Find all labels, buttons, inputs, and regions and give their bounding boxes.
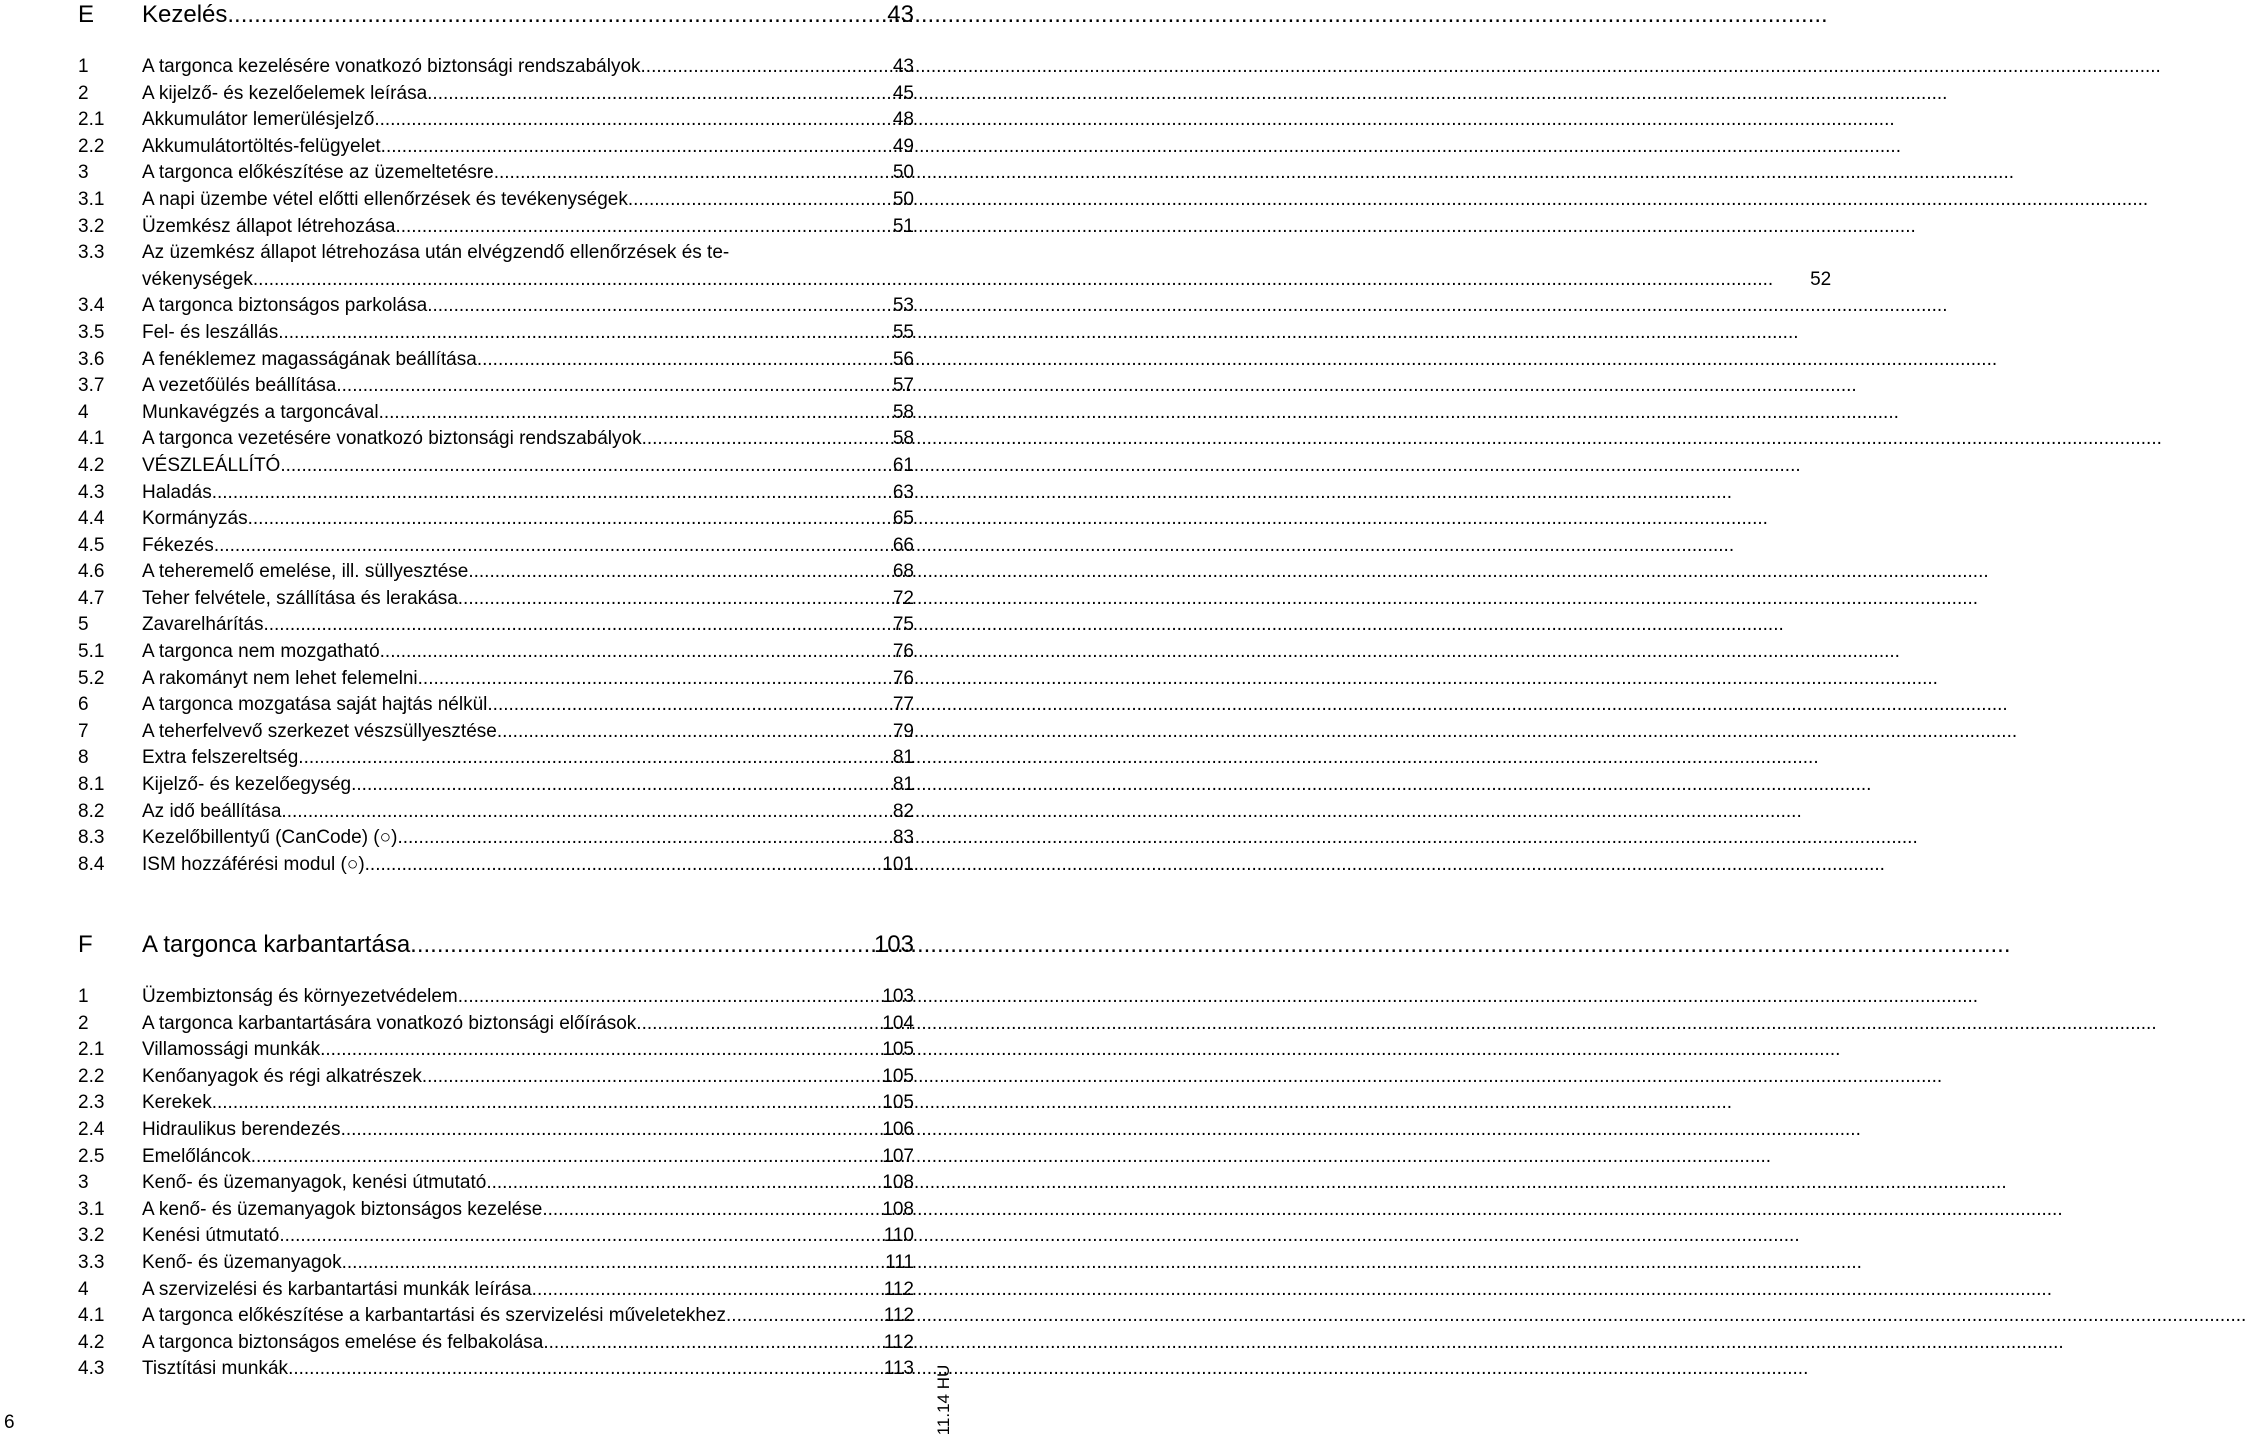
entry-page-number: 66 xyxy=(892,534,914,556)
dot-leader xyxy=(427,293,856,320)
entry-number: 5.2 xyxy=(78,667,105,689)
dot-leader xyxy=(281,799,856,826)
entry-page-number: 56 xyxy=(892,348,914,370)
entry-number: 4.4 xyxy=(78,508,105,530)
entry-page-number: 82 xyxy=(892,800,914,822)
entry-title: A napi üzembe vétel előtti ellenőrzések és tevékenységek xyxy=(142,188,628,210)
toc-entry xyxy=(78,639,914,666)
entry-page-number: 105 xyxy=(882,1039,914,1061)
entry-number: 3.6 xyxy=(78,348,105,370)
entry-page-number: 105 xyxy=(882,1092,914,1114)
entry-number: 8.4 xyxy=(78,853,105,875)
toc-entry xyxy=(78,320,914,347)
toc-entry xyxy=(78,586,914,613)
entry-title: Üzemkész állapot létrehozása xyxy=(142,215,396,237)
entry-page-number: 103 xyxy=(882,986,914,1007)
entry-title: A kijelző- és kezelőelemek leírása xyxy=(142,82,428,104)
toc-entry xyxy=(78,107,914,134)
entry-number: 4.2 xyxy=(78,454,105,476)
entry-title: Kerekek xyxy=(142,1092,212,1114)
entry-page-number: 50 xyxy=(892,188,914,210)
dot-leader xyxy=(280,453,856,480)
dot-leader xyxy=(342,1250,856,1277)
toc-entry xyxy=(78,692,914,719)
entry-number: 2.4 xyxy=(78,1118,105,1140)
section-title: Kezelés xyxy=(142,1,228,28)
entry-page-number: 81 xyxy=(892,774,914,796)
section-heading xyxy=(78,0,914,30)
entry-number: 4.2 xyxy=(78,1331,105,1353)
entry-title: A targonca biztonságos emelése és felbakolása xyxy=(142,1331,544,1353)
entry-title: A targonca biztonságos parkolása xyxy=(142,295,428,317)
entry-page-number: 112 xyxy=(883,1278,914,1300)
entry-title: Akkumulátor lemerülésjelző xyxy=(142,109,375,131)
entry-page-number: 75 xyxy=(892,614,914,636)
entry-number: 3.2 xyxy=(78,215,105,237)
dot-leader xyxy=(543,1330,856,1357)
entry-page-number: 61 xyxy=(892,454,914,476)
dot-leader xyxy=(251,1144,856,1171)
entry-page-number: 55 xyxy=(892,321,914,343)
dot-leader xyxy=(486,1170,856,1197)
entry-title: A vezetőülés beállítása xyxy=(142,375,337,397)
dot-leader xyxy=(532,1277,856,1304)
entry-page-number: 112 xyxy=(883,1331,914,1353)
entry-title: Kenőanyagok és régi alkatrészek xyxy=(142,1065,422,1087)
toc-entry xyxy=(78,373,914,400)
toc-section-f xyxy=(78,930,914,1383)
dot-leader xyxy=(397,825,856,852)
dot-leader xyxy=(214,533,856,560)
entry-number: 8.1 xyxy=(78,774,105,796)
toc-entry xyxy=(78,825,914,852)
entry-number: 3 xyxy=(78,162,89,184)
toc-entry xyxy=(78,134,914,161)
dot-leader xyxy=(374,107,856,134)
toc-entry xyxy=(78,1064,914,1091)
dot-leader xyxy=(380,639,856,666)
entry-number: 2 xyxy=(78,1012,89,1034)
dot-leader xyxy=(422,1064,856,1091)
entry-number: 2 xyxy=(78,82,89,104)
toc-entry xyxy=(78,426,914,453)
toc-entry xyxy=(78,1197,914,1224)
entry-title: A targonca karbantartására vonatkozó biztonsági előírások xyxy=(142,1012,637,1034)
toc-entry-list xyxy=(78,984,914,1383)
document-code-text: 11.14 HU xyxy=(934,1364,953,1436)
entry-number: 3.3 xyxy=(78,242,105,264)
entry-title: Emelőláncok xyxy=(142,1145,251,1167)
entry-number: 2.5 xyxy=(78,1145,105,1167)
entry-number: 5 xyxy=(78,614,89,636)
toc-entry xyxy=(78,719,914,746)
toc-entry xyxy=(78,984,914,1011)
entry-title: Az üzemkész állapot létrehozása után elvégzendő ellenőrzések és te- xyxy=(142,242,730,264)
dot-leader xyxy=(418,666,856,693)
entry-title: Zavarelhárítás xyxy=(142,614,264,636)
entry-number: 3.1 xyxy=(78,1198,105,1220)
entry-number: 3.2 xyxy=(78,1225,105,1247)
entry-number: 7 xyxy=(78,720,89,742)
entry-title: ISM hozzáférési modul (○) xyxy=(142,853,365,875)
toc-entry xyxy=(78,799,914,826)
section-page-number: 43 xyxy=(887,1,914,28)
dot-leader xyxy=(320,1037,856,1064)
dot-leader xyxy=(477,347,856,374)
page-number: 6 xyxy=(4,1412,15,1433)
entry-number: 4.6 xyxy=(78,561,105,583)
entry-number: 3.7 xyxy=(78,375,105,397)
entry-title-continued xyxy=(142,267,1773,294)
toc-entry xyxy=(78,1037,914,1064)
entry-number: 3.1 xyxy=(78,188,105,210)
toc-entry xyxy=(78,293,914,320)
entry-number: 3.4 xyxy=(78,295,105,317)
entry-title: A teherfelvevő szerkezet vészsüllyesztése xyxy=(142,720,497,742)
toc-entry xyxy=(78,240,1832,293)
dot-leader xyxy=(458,586,856,613)
entry-page-number: 108 xyxy=(882,1172,914,1194)
entry-page-number: 107 xyxy=(882,1145,914,1167)
entry-title-line2: vékenységek xyxy=(142,268,253,290)
entry-page-number: 52 xyxy=(1810,268,1832,290)
entry-title: Villamossági munkák xyxy=(142,1039,321,1061)
dot-leader xyxy=(487,692,856,719)
dot-leader xyxy=(253,267,1773,294)
dot-leader xyxy=(410,930,856,960)
entry-title: A targonca előkészítése az üzemeltetésre xyxy=(142,162,494,184)
dot-leader xyxy=(379,400,856,427)
entry-number: 4.1 xyxy=(78,1305,105,1327)
section-letter: F xyxy=(78,931,93,958)
dot-leader xyxy=(726,1303,856,1330)
entry-title: Kenő- és üzemanyagok xyxy=(142,1251,342,1273)
dot-leader xyxy=(642,426,856,453)
entry-page-number: 76 xyxy=(892,667,914,689)
toc-entry xyxy=(78,1090,914,1117)
entry-number: 1 xyxy=(78,56,89,77)
dot-leader xyxy=(263,612,856,639)
dot-leader xyxy=(341,1117,856,1144)
entry-number: 2.1 xyxy=(78,109,105,131)
dot-leader xyxy=(351,772,856,799)
toc-entry xyxy=(78,1144,914,1171)
entry-number: 4 xyxy=(78,1278,89,1300)
entry-title: VÉSZLEÁLLÍTÓ xyxy=(142,454,281,476)
entry-page-number: 68 xyxy=(892,561,914,583)
section-title: A targonca karbantartása xyxy=(142,931,411,958)
entry-title: A targonca kezelésére vonatkozó biztonsági rendszabályok xyxy=(142,56,641,77)
entry-title: A targonca nem mozgatható xyxy=(142,641,380,663)
entry-page-number: 48 xyxy=(892,109,914,131)
toc-entry xyxy=(78,400,914,427)
entry-title: A targonca előkészítése a karbantartási és szervizelési műveletekhez xyxy=(142,1305,727,1327)
toc-entry xyxy=(78,772,914,799)
dot-leader xyxy=(542,1197,856,1224)
entry-page-number: 81 xyxy=(892,747,914,769)
entry-title: A fenéklemez magasságának beállítása xyxy=(142,348,477,370)
entry-page-number: 101 xyxy=(882,853,914,875)
entry-page-number: 57 xyxy=(892,375,914,397)
toc-entry xyxy=(78,666,914,693)
entry-page-number: 105 xyxy=(882,1065,914,1087)
entry-number: 8.3 xyxy=(78,827,105,849)
entry-title: Üzembiztonság és környezetvédelem xyxy=(142,986,458,1007)
toc-entry xyxy=(78,160,914,187)
dot-leader xyxy=(227,0,856,30)
toc-entry xyxy=(78,559,914,586)
dot-leader xyxy=(212,480,856,507)
toc-entry xyxy=(78,1277,914,1304)
dot-leader xyxy=(278,320,856,347)
entry-title: Hidraulikus berendezés xyxy=(142,1118,341,1140)
entry-title: Az idő beállítása xyxy=(142,800,282,822)
entry-page-number: 108 xyxy=(882,1198,914,1220)
entry-title: Akkumulátortöltés-felügyelet xyxy=(142,135,381,157)
entry-title: Kezelőbillentyű (CanCode) (○) xyxy=(142,827,398,849)
toc-entry xyxy=(78,1117,914,1144)
dot-leader xyxy=(427,81,856,108)
entry-title: Fel- és leszállás xyxy=(142,321,279,343)
entry-page-number: 72 xyxy=(892,587,914,609)
toc-entry-list xyxy=(78,54,1832,878)
toc-entry xyxy=(78,1356,914,1383)
entry-page-number: 112 xyxy=(883,1305,914,1327)
entry-title: A kenő- és üzemanyagok biztonságos kezelése xyxy=(142,1198,543,1220)
entry-title: A rakományt nem lehet felemelni xyxy=(142,667,418,689)
entry-text-block xyxy=(142,240,1773,293)
entry-number: 4.7 xyxy=(78,587,105,609)
entry-title: Kenő- és üzemanyagok, kenési útmutató xyxy=(142,1172,487,1194)
dot-leader xyxy=(468,559,856,586)
entry-page-number: 63 xyxy=(892,481,914,503)
entry-title: Fékezés xyxy=(142,534,214,556)
toc-entry xyxy=(78,1303,914,1330)
entry-page-number: 58 xyxy=(892,428,914,450)
entry-title: Extra felszereltség xyxy=(142,747,299,769)
entry-page-number: 104 xyxy=(882,1012,914,1034)
entry-number: 5.1 xyxy=(78,641,105,663)
entry-number: 2.2 xyxy=(78,135,105,157)
toc-entry xyxy=(78,1330,914,1357)
dot-leader xyxy=(381,134,856,161)
section-heading xyxy=(78,930,914,960)
entry-number: 4.3 xyxy=(78,481,105,503)
entry-page-number: 77 xyxy=(892,694,914,716)
section-page-number: 103 xyxy=(873,931,914,958)
entry-title: Tisztítási munkák xyxy=(142,1358,289,1380)
entry-page-number: 50 xyxy=(892,162,914,184)
toc-section-e xyxy=(78,0,1832,878)
dot-leader xyxy=(458,984,856,1011)
entry-title: Kijelző- és kezelőegység xyxy=(142,774,352,796)
entry-page-number: 49 xyxy=(892,135,914,157)
toc-entry xyxy=(78,214,914,241)
entry-page-number: 51 xyxy=(892,215,914,237)
entry-number: 2.3 xyxy=(78,1092,105,1114)
entry-number: 3.3 xyxy=(78,1251,105,1273)
entry-title: Teher felvétele, szállítása és lerakása xyxy=(142,587,458,609)
entry-number: 4.3 xyxy=(78,1358,105,1380)
entry-number: 3.5 xyxy=(78,321,105,343)
entry-page-number: 45 xyxy=(892,82,914,104)
entry-page-number: 65 xyxy=(892,508,914,530)
entry-page-number: 58 xyxy=(892,401,914,423)
entry-page-number: 76 xyxy=(892,641,914,663)
toc-entry xyxy=(78,1011,914,1038)
entry-number: 8.2 xyxy=(78,800,105,822)
dot-leader xyxy=(494,160,856,187)
entry-title: A targonca vezetésére vonatkozó biztonsági rendszabályok xyxy=(142,428,642,450)
entry-number: 2.1 xyxy=(78,1039,105,1061)
entry-title: Kormányzás xyxy=(142,508,248,530)
dot-leader xyxy=(298,745,856,772)
toc-entry xyxy=(78,81,914,108)
entry-page-number: 106 xyxy=(882,1118,914,1140)
toc-entry xyxy=(78,54,914,81)
document-code xyxy=(932,1360,956,1440)
dot-leader xyxy=(336,373,856,400)
entry-page-number: 53 xyxy=(892,295,914,317)
entry-title: A targonca mozgatása saját hajtás nélkül xyxy=(142,694,488,716)
dot-leader xyxy=(395,214,856,241)
entry-number: 6 xyxy=(78,694,89,716)
entry-number: 3 xyxy=(78,1172,89,1194)
section-letter: E xyxy=(78,1,95,28)
toc-entry xyxy=(78,347,914,374)
entry-number: 4 xyxy=(78,401,89,423)
toc-entry xyxy=(78,1250,914,1277)
dot-leader xyxy=(212,1090,856,1117)
entry-number: 2.2 xyxy=(78,1065,105,1087)
toc-entry xyxy=(78,745,914,772)
toc-entry xyxy=(78,1223,914,1250)
entry-page-number: 79 xyxy=(892,720,914,742)
entry-title: Munkavégzés a targoncával xyxy=(142,401,379,423)
dot-leader xyxy=(641,54,856,81)
dot-leader xyxy=(636,1011,856,1038)
entry-number: 4.1 xyxy=(78,428,105,450)
toc-entry xyxy=(78,852,914,879)
entry-page-number: 83 xyxy=(892,827,914,849)
entry-title: A szervizelési és karbantartási munkák leírása xyxy=(142,1278,532,1300)
toc-entry xyxy=(78,453,914,480)
entry-page-number: 113 xyxy=(883,1358,914,1380)
entry-number: 4.5 xyxy=(78,534,105,556)
toc-entry xyxy=(78,1170,914,1197)
entry-title: Kenési útmutató xyxy=(142,1225,280,1247)
entry-page-number: 110 xyxy=(883,1225,914,1247)
toc-entry xyxy=(78,612,914,639)
dot-leader xyxy=(288,1356,856,1383)
dot-leader xyxy=(497,719,856,746)
toc-entry xyxy=(78,506,914,533)
toc-entry xyxy=(78,480,914,507)
dot-leader xyxy=(365,852,856,879)
entry-page-number: 111 xyxy=(885,1251,914,1273)
entry-title: A teheremelő emelése, ill. süllyesztése xyxy=(142,561,469,583)
dot-leader xyxy=(628,187,856,214)
toc-entry xyxy=(78,533,914,560)
entry-number: 1 xyxy=(78,986,89,1007)
entry-title: Haladás xyxy=(142,481,212,503)
dot-leader xyxy=(248,506,856,533)
toc-entry xyxy=(78,187,914,214)
dot-leader xyxy=(279,1223,856,1250)
entry-number: 8 xyxy=(78,747,89,769)
entry-page-number: 43 xyxy=(892,56,914,77)
